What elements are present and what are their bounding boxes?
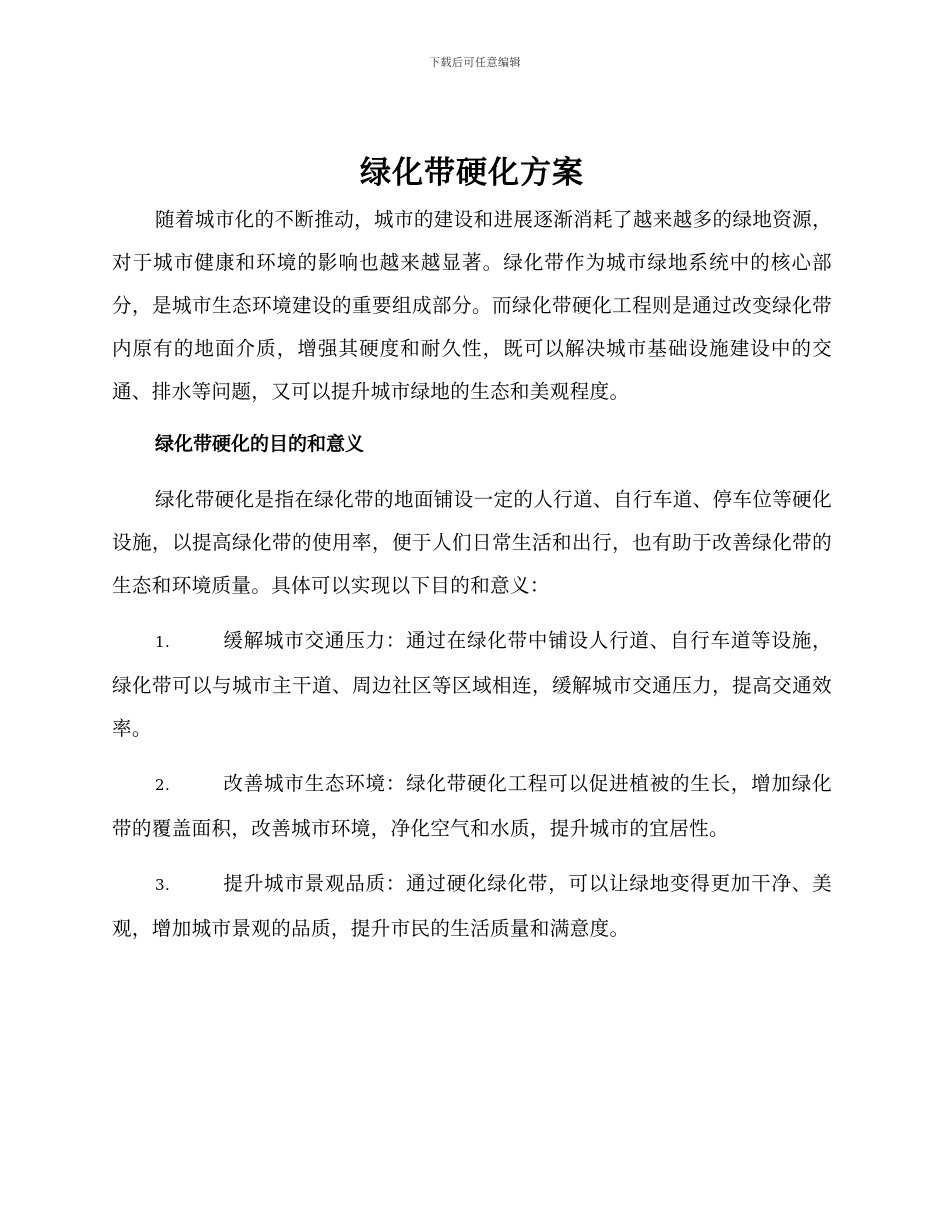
section-heading: 绿化带硬化的目的和意义 [155,433,365,455]
list-item-number: 1. [155,633,171,651]
list-item-text: 改善城市生态环境：绿化带硬化工程可以促进植被的生长，增加绿化带的覆盖面积，改善城市环境，净化空气和水质，提升城市的宜居性。 [112,772,832,840]
list-item-text: 提升城市景观品质：通过硬化绿化带，可以让绿地变得更加干净、美观，增加城市景观的品质，提升市民的生活质量和满意度。 [112,872,832,940]
section-paragraph: 绿化带硬化是指在绿化带的地面铺设一定的人行道、自行车道、停车位等硬化设施，以提高绿化带的使用率，便于人们日常生活和出行，也有助于改善绿化带的生态和环境质量。具体可以实现以下目的和意义： [112,488,832,597]
list-item [112,619,832,750]
list-item-number: 2. [155,776,171,794]
list-item-text: 缓解城市交通压力：通过在绿化带中铺设人行道、自行车道等设施，绿化带可以与城市主干道、周边社区等区域相连，缓解城市交通压力，提高交通效率。 [112,629,832,740]
intro-paragraph: 随着城市化的不断推动，城市的建设和进展逐渐消耗了越来越多的绿地资源，对于城市健康和环境的影响也越来越显著。绿化带作为城市绿地系统中的核心部分，是城市生态环境建设的重要组成部分。而绿化带硬化工程则是通过改变绿化带内原有的地面介质，增强其硬度和耐久性，既可以解决城市基础设施建设中的交通、排水等问题，又可以提升城市绿地的生态和美观程度。 [112,208,832,403]
list-item [112,862,832,950]
header-note: 下载后可任意编辑 [429,56,521,69]
document-content [112,148,832,950]
page-title: 绿化带硬化方案 [360,155,584,191]
list-item [112,762,832,850]
list-item-number: 3. [155,876,171,894]
